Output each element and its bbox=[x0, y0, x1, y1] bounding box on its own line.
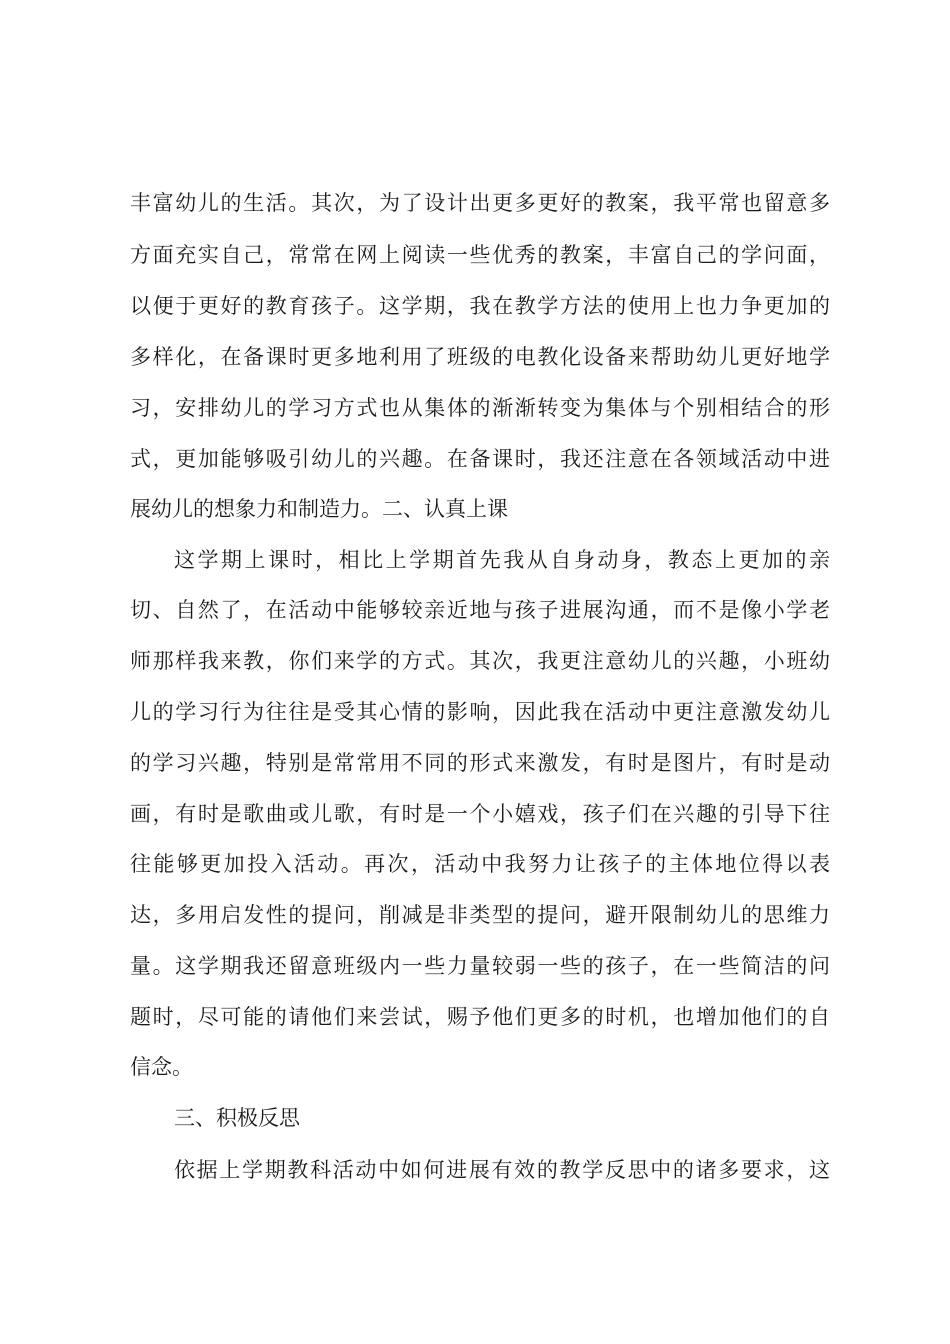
text-line: 的学习兴趣，特别是常常用不同的形式来激发，有时是图片，有时是动 bbox=[130, 751, 830, 775]
text-line: 量。这学期我还留意班级内一些力量较弱一些的孩子，在一些简洁的问 bbox=[130, 954, 830, 978]
text-line: 切、自然了，在活动中能够较亲近地与孩子进展沟通，而不是像小学老 bbox=[130, 598, 830, 622]
text-line: 展幼儿的想象力和制造力。二、认真上课 bbox=[130, 497, 508, 521]
text-line: 画，有时是歌曲或儿歌，有时是一个小嬉戏，孩子们在兴趣的引导下往 bbox=[130, 802, 830, 826]
text-line: 儿的学习行为往往是受其心情的影响，因此我在活动中更注意激发幼儿 bbox=[130, 700, 830, 724]
text-line: 多样化，在备课时更多地利用了班级的电教化设备来帮助幼儿更好地学 bbox=[130, 345, 830, 369]
text-line: 依据上学期教科活动中如何进展有效的教学反思中的诸多要求，这 bbox=[174, 1158, 830, 1182]
text-line: 信念。 bbox=[130, 1055, 193, 1079]
text-line: 达，多用启发性的提问，削减是非类型的提问，避开限制幼儿的思维力 bbox=[130, 903, 830, 927]
text-line: 题时，尽可能的请他们来尝试，赐予他们更多的时机，也增加他们的自 bbox=[130, 1005, 830, 1029]
text-line: 以便于更好的教育孩子。这学期，我在教学方法的使用上也力争更加的 bbox=[130, 294, 830, 318]
text-line: 这学期上课时，相比上学期首先我从自身动身，教态上更加的亲 bbox=[174, 548, 830, 572]
text-line: 式，更加能够吸引幼儿的兴趣。在备课时，我还注意在各领域活动中进 bbox=[130, 447, 830, 471]
text-line: 丰富幼儿的生活。其次，为了设计出更多更好的教案，我平常也留意多 bbox=[130, 191, 830, 215]
text-line: 习，安排幼儿的学习方式也从集体的渐渐转变为集体与个别相结合的形 bbox=[130, 396, 830, 420]
text-line: 方面充实自己，常常在网上阅读一些优秀的教案，丰富自己的学问面， bbox=[130, 243, 830, 267]
text-line: 师那样我来教，你们来学的方式。其次，我更注意幼儿的兴趣，小班幼 bbox=[130, 649, 830, 673]
text-line: 往能够更加投入活动。再次，活动中我努力让孩子的主体地位得以表 bbox=[130, 852, 830, 876]
section-heading: 三、积极反思 bbox=[174, 1106, 300, 1130]
